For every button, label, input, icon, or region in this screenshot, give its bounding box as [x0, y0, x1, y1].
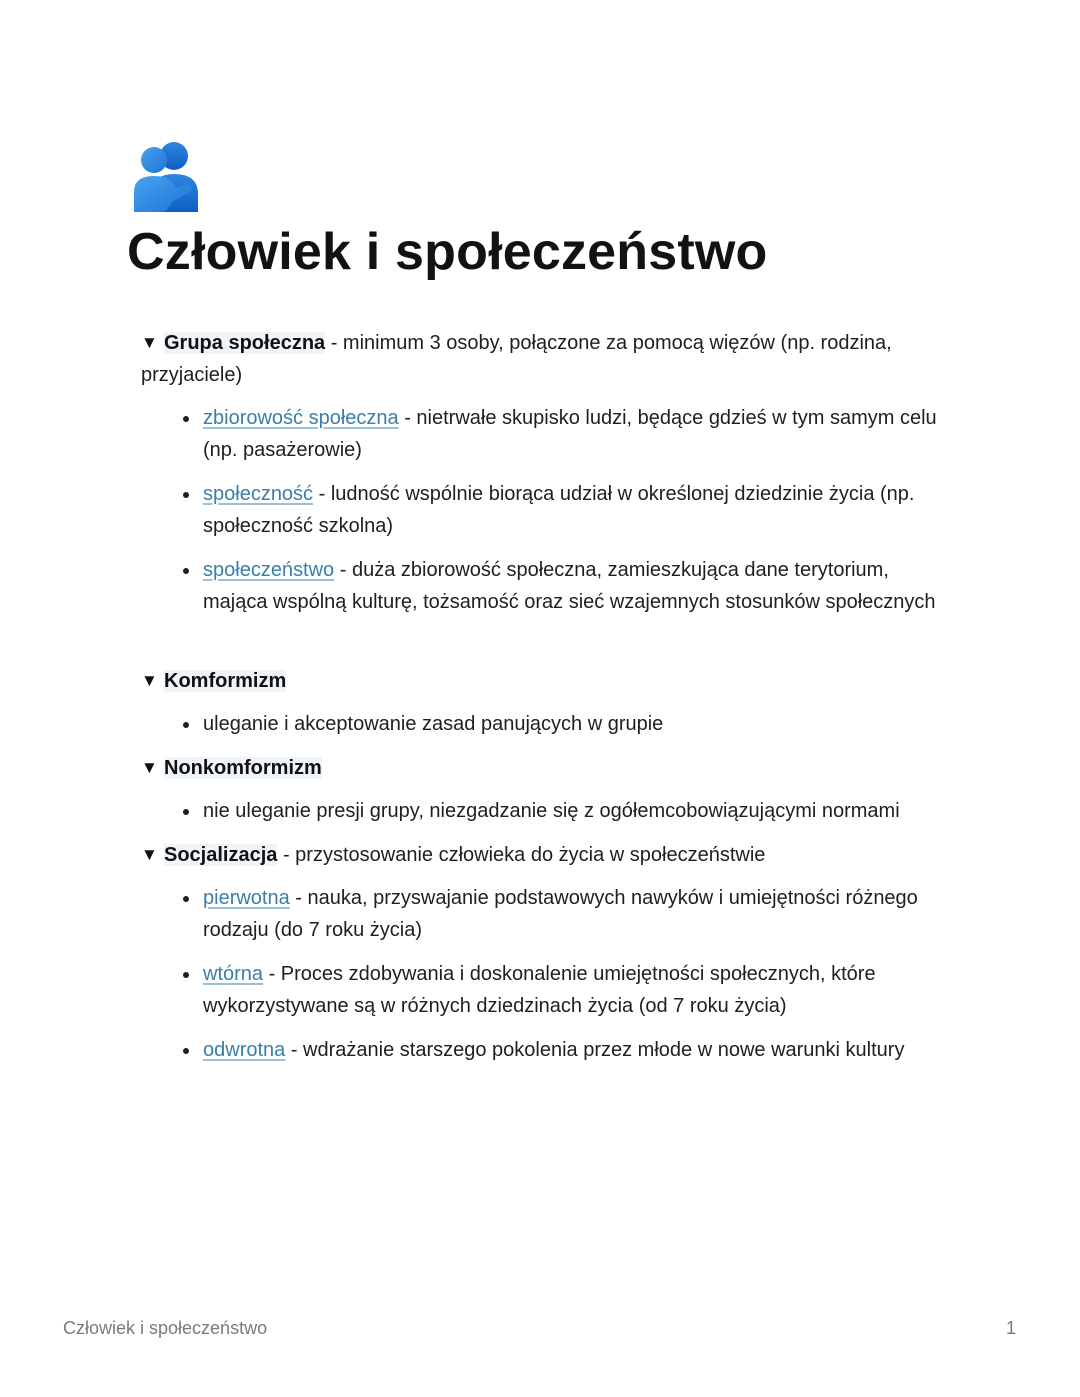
toggle-socjalizacja: [141, 839, 961, 1066]
toggle-triangle-icon[interactable]: ▼: [141, 845, 158, 864]
item-description: uleganie i akceptowanie zasad panujących w grupie: [203, 713, 664, 735]
list-item: [203, 1034, 961, 1066]
item-description: - duża zbiorowość społeczna, zamieszkująca dane terytorium, mająca wspólną kulturę, tożsamość oraz sieć wzajemnych stosunków społecznych: [203, 559, 936, 613]
toggle-term: Komformizm: [164, 670, 287, 692]
people-hugging-icon: [132, 138, 202, 212]
item-description: nie uleganie presji grupy, niezgadzanie się z ogółemcobowiązującymi normami: [203, 800, 900, 822]
sub-list: [141, 402, 961, 618]
item-description: - ludność wspólnie biorąca udział w określonej dziedzinie życia (np. społeczność szkolna): [203, 483, 915, 537]
toggle-description: - przystosowanie człowieka do życia w społeczeństwie: [277, 844, 766, 866]
page-title: Człowiek i społeczeństwo: [127, 223, 768, 281]
list-item: [203, 882, 923, 946]
toggle-triangle-icon[interactable]: ▼: [141, 758, 158, 777]
list-item: [203, 478, 943, 542]
toggle-triangle-icon[interactable]: ▼: [141, 671, 158, 690]
toggle-term: Socjalizacja: [164, 844, 278, 866]
toggle-grupa-spoleczna: [141, 327, 961, 618]
toggle-triangle-icon[interactable]: ▼: [141, 333, 158, 352]
term-link[interactable]: pierwotna: [203, 887, 290, 909]
toggle-komformizm: [141, 665, 961, 740]
footer-title: Człowiek i społeczeństwo: [63, 1318, 268, 1338]
toggle-description: - minimum 3 osoby, połączone za pomocą więzów (np. rodzina, przyjaciele): [141, 332, 892, 386]
toggle-term: Grupa społeczna: [164, 332, 326, 354]
list-item: [203, 708, 961, 740]
content: [141, 327, 961, 1078]
item-description: - wdrażanie starszego pokolenia przez młode w nowe warunki kultury: [285, 1039, 905, 1061]
term-link[interactable]: społeczność: [203, 483, 314, 505]
sub-list: [141, 882, 961, 1066]
item-description: - Proces zdobywania i doskonalenie umiejętności społecznych, które wykorzystywane są w różnych dziedzinach życia (od 7 roku życia): [203, 963, 876, 1017]
sub-list: [141, 795, 961, 827]
list-item: [203, 554, 943, 618]
list-item: [203, 402, 943, 466]
term-link[interactable]: zbiorowość społeczna: [203, 407, 399, 429]
item-description: - nietrwałe skupisko ludzi, będące gdzieś w tym samym celu (np. pasażerowie): [203, 407, 937, 461]
toggle-term: Nonkomformizm: [164, 757, 322, 779]
sub-list: [141, 708, 961, 740]
list-item: [203, 958, 943, 1022]
term-link[interactable]: wtórna: [203, 963, 264, 985]
list-item: [203, 795, 961, 827]
term-link[interactable]: społeczeństwo: [203, 559, 335, 581]
toggle-nonkomformizm: [141, 752, 961, 827]
item-description: - nauka, przyswajanie podstawowych nawyków i umiejętności różnego rodzaju (do 7 roku życia): [203, 887, 918, 941]
term-link[interactable]: odwrotna: [203, 1039, 286, 1061]
page-number: 1: [1005, 1318, 1016, 1338]
